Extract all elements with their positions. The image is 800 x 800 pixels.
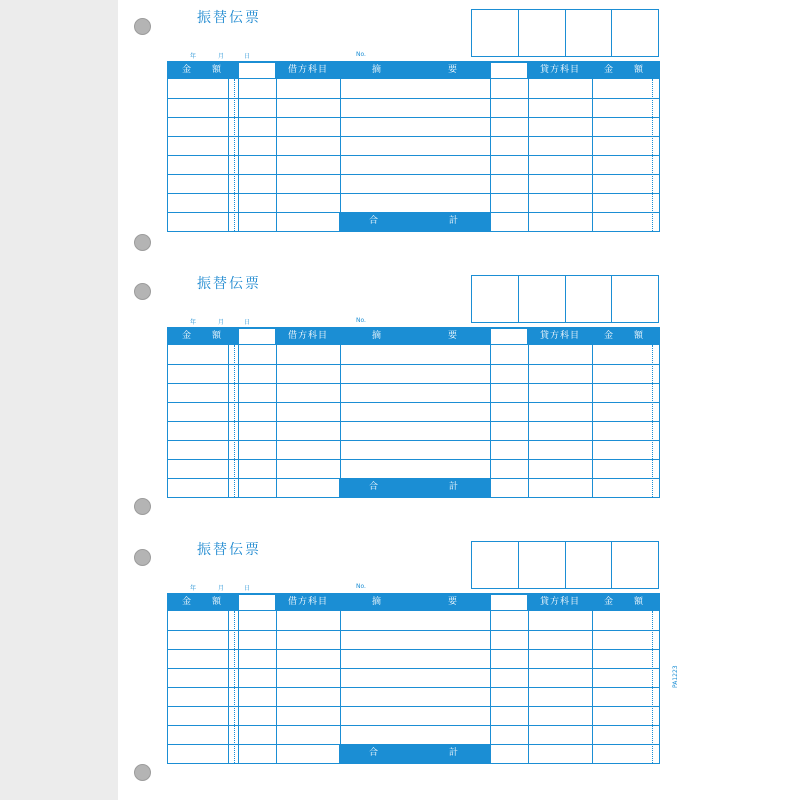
date-month-label: 月	[218, 319, 225, 326]
row-line	[168, 725, 659, 726]
row-line	[168, 402, 659, 403]
column-line	[528, 345, 529, 497]
stamp-box[interactable]	[472, 276, 518, 322]
column-line	[490, 611, 491, 763]
column-line	[228, 79, 229, 231]
column-line	[528, 611, 529, 763]
column-line	[592, 79, 593, 231]
total-label-left: 合	[369, 482, 379, 492]
row-line	[168, 630, 659, 631]
row-line	[168, 687, 659, 688]
stamp-box[interactable]	[611, 276, 658, 322]
total-row	[339, 478, 490, 497]
column-line	[340, 79, 341, 231]
header-credit-account: 貸方科目	[528, 62, 592, 79]
approval-stamp-boxes	[471, 541, 659, 589]
header-description-left: 摘	[340, 62, 490, 79]
row-line	[168, 383, 659, 384]
column-line	[228, 611, 229, 763]
slip-number-label: No.	[356, 583, 366, 590]
column-line	[276, 611, 277, 763]
total-label-left: 合	[369, 216, 379, 226]
header-credit-amount: 金 額	[592, 328, 660, 345]
column-line	[340, 611, 341, 763]
column-line	[490, 345, 491, 497]
total-row	[339, 744, 490, 763]
journal-table	[167, 593, 660, 764]
row-line	[168, 440, 659, 441]
date-month-label: 月	[218, 585, 225, 592]
total-label-left: 合	[369, 748, 379, 758]
stamp-box[interactable]	[518, 10, 565, 56]
row-line	[168, 421, 659, 422]
header-blank	[490, 328, 528, 345]
column-line	[234, 79, 235, 231]
row-line	[168, 155, 659, 156]
approval-stamp-boxes	[471, 275, 659, 323]
column-line	[652, 79, 653, 231]
transfer-slip	[0, 266, 800, 532]
header-description-left: 摘	[340, 594, 490, 611]
header-description-right: 要	[448, 65, 458, 75]
date-day-label: 日	[244, 319, 251, 326]
header-credit-account: 貸方科目	[528, 328, 592, 345]
date-year-label: 年	[190, 53, 197, 60]
row-line	[168, 459, 659, 460]
slip-number-label: No.	[356, 51, 366, 58]
header-description-left: 摘	[340, 328, 490, 345]
stamp-box[interactable]	[565, 542, 612, 588]
header-blank	[238, 62, 276, 79]
row-line	[168, 668, 659, 669]
journal-table	[167, 327, 660, 498]
stamp-box[interactable]	[518, 542, 565, 588]
row-line	[168, 649, 659, 650]
header-description-right: 要	[448, 597, 458, 607]
product-code: PA1223	[672, 665, 679, 688]
column-line	[228, 345, 229, 497]
row-line	[168, 174, 659, 175]
column-line	[234, 611, 235, 763]
slip-title: 振替伝票	[197, 542, 261, 558]
total-label-right: 計	[449, 748, 459, 758]
column-line	[276, 79, 277, 231]
column-line	[234, 345, 235, 497]
row-line	[168, 117, 659, 118]
slip-number-label: No.	[356, 317, 366, 324]
stamp-box[interactable]	[565, 10, 612, 56]
transfer-slip	[0, 532, 800, 798]
date-year-label: 年	[190, 319, 197, 326]
header-credit-amount: 金 額	[592, 62, 660, 79]
column-line	[238, 611, 239, 763]
column-line	[592, 611, 593, 763]
header-blank	[490, 594, 528, 611]
header-credit-amount: 金 額	[592, 594, 660, 611]
header-blank	[238, 328, 276, 345]
header-debit-amount: 金 額	[168, 328, 238, 345]
row-line	[168, 364, 659, 365]
slip-title: 振替伝票	[197, 276, 261, 292]
date-day-label: 日	[244, 53, 251, 60]
column-line	[592, 345, 593, 497]
total-label-right: 計	[449, 216, 459, 226]
column-line	[276, 345, 277, 497]
date-day-label: 日	[244, 585, 251, 592]
header-credit-account: 貸方科目	[528, 594, 592, 611]
header-blank	[238, 594, 276, 611]
header-debit-amount: 金 額	[168, 594, 238, 611]
header-description-right: 要	[448, 331, 458, 341]
stamp-box[interactable]	[611, 542, 658, 588]
stamp-box[interactable]	[472, 542, 518, 588]
header-debit-account: 借方科目	[276, 594, 340, 611]
column-line	[528, 79, 529, 231]
row-line	[168, 193, 659, 194]
row-line	[168, 136, 659, 137]
transfer-slip	[0, 0, 800, 266]
total-row	[339, 212, 490, 231]
column-line	[652, 345, 653, 497]
stamp-box[interactable]	[472, 10, 518, 56]
journal-table	[167, 61, 660, 232]
column-line	[490, 79, 491, 231]
total-label-right: 計	[449, 482, 459, 492]
header-debit-amount: 金 額	[168, 62, 238, 79]
row-line	[168, 98, 659, 99]
row-line	[168, 706, 659, 707]
stamp-box[interactable]	[611, 10, 658, 56]
column-line	[238, 79, 239, 231]
slip-title: 振替伝票	[197, 10, 261, 26]
date-month-label: 月	[218, 53, 225, 60]
header-blank	[490, 62, 528, 79]
header-debit-account: 借方科目	[276, 328, 340, 345]
column-line	[652, 611, 653, 763]
stamp-box[interactable]	[565, 276, 612, 322]
approval-stamp-boxes	[471, 9, 659, 57]
column-line	[238, 345, 239, 497]
header-debit-account: 借方科目	[276, 62, 340, 79]
stamp-box[interactable]	[518, 276, 565, 322]
column-line	[340, 345, 341, 497]
date-year-label: 年	[190, 585, 197, 592]
